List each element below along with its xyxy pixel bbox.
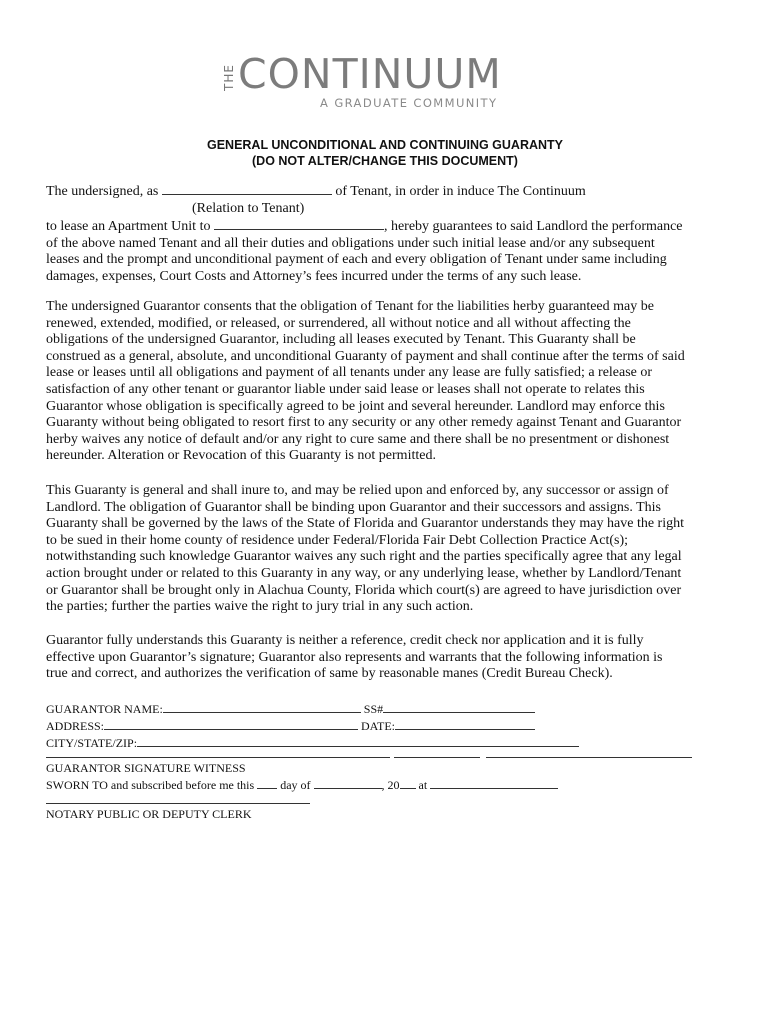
name-ss-row (46, 700, 726, 717)
consent-line: obligations of the undersigned Guarantor, including all leases executed by Tenant. This Guaranty shall be (46, 332, 636, 348)
address-field[interactable] (104, 717, 358, 730)
sworn-day-of: day of (280, 778, 311, 792)
signature-line[interactable] (46, 757, 390, 758)
document-subtitle: (DO NOT ALTER/CHANGE THIS DOCUMENT) (252, 154, 518, 168)
intro-after-blank: of Tenant, in order in induce The Continuum (335, 184, 586, 199)
paragraph-consent (46, 299, 726, 465)
paragraph-verification (46, 633, 726, 683)
notary-signature-line[interactable] (46, 803, 310, 804)
intro-line: damages, expenses, Court Costs and Attorney’s fees incurred under the terms of any such lease. (46, 268, 582, 284)
ss-label: SS# (363, 702, 384, 716)
relation-label: (Relation to Tenant) (192, 200, 305, 216)
relation-blank[interactable] (162, 182, 332, 195)
date-field[interactable] (395, 717, 535, 730)
city-state-zip-label: CITY/STATE/ZIP: (46, 736, 138, 750)
sworn-month-field[interactable] (314, 776, 382, 789)
intro-line: leases and the prompt and unconditional payment of each and every obligation of Tenant under same including (46, 252, 667, 268)
continuum-logo (222, 50, 542, 116)
law-line: notwithstanding such knowledge Guarantor waives any such right and the parties specifically agree that any legal (46, 549, 682, 565)
sworn-year-prefix: , 20 (381, 778, 400, 792)
address-label: ADDRESS: (46, 719, 105, 733)
city-state-zip-field[interactable] (137, 734, 579, 747)
consent-line: Guarantor whose obligation is specifically agreed to be joint and several hereunder. Landlord may enforce this (46, 398, 665, 414)
law-line: action brought under or related to this Guaranty in any way, or any underlying lease, whether by Landlord/Tenant (46, 565, 682, 581)
intro-line2-start: to lease an Apartment Unit to (46, 219, 211, 235)
verification-line: effective upon Guarantor’s signature; Guarantor also represents and warrants that the following information is (46, 649, 663, 665)
intro-line2-end: , hereby guarantees to said Landlord the performance (383, 219, 683, 235)
law-line: the parties; further the parties waive the right to jury trial in any such action. (46, 599, 474, 615)
law-line: or Guarantor shall be brought only in Alachua County, Florida which court(s) are agreed to have jurisdiction over (46, 582, 682, 598)
sworn-day-field[interactable] (257, 776, 277, 789)
intro-line-2 (46, 217, 726, 236)
guarantor-form (46, 700, 726, 751)
ss-field[interactable] (383, 700, 535, 713)
intro-line: of the above named Tenant and all their duties and obligations under such initial lease and/or any subsequent (46, 235, 655, 251)
sworn-at: at (418, 778, 428, 792)
logo-tagline: A GRADUATE COMMUNITY (320, 96, 498, 110)
law-line: Guaranty shall be governed by the laws of the State of Florida and Guarantor understands they may have the right (46, 516, 684, 532)
intro-start: The undersigned, as (46, 184, 159, 199)
logo-name: CONTINUUM (238, 50, 502, 98)
consent-line: The undersigned Guarantor consents that the obligation of Tenant for the liabilities herby guaranteed may be (46, 299, 654, 314)
consent-line: renewed, extended, modified, or released, or surrendered, all without notice and all without affecting the (46, 315, 631, 331)
signature-section (46, 760, 726, 793)
consent-line: satisfaction of any other tenant or guarantor liable under said lease or leases shall not operate to relates this (46, 381, 645, 397)
guarantor-name-label: GUARANTOR NAME: (46, 702, 163, 716)
law-line: Landlord. The obligation of Guarantor shall be binding upon Guarantor and their successors and assigns. This (46, 499, 661, 515)
signature-label: GUARANTOR SIGNATURE WITNESS (46, 761, 246, 775)
sworn-year-field[interactable] (400, 776, 416, 789)
document-title: GENERAL UNCONDITIONAL AND CONTINUING GUARANTY (206, 138, 564, 152)
intro-line-1 (46, 182, 726, 201)
verification-line: Guarantor fully understands this Guaranty is neither a reference, credit check nor application and it is fully (46, 633, 644, 648)
witness-line-2[interactable] (486, 757, 692, 758)
paragraph-governing-law (46, 483, 726, 616)
tenant-name-blank[interactable] (214, 217, 384, 230)
consent-line: construed as a general, absolute, and unconditional Guaranty of payment and shall continue after the terms of said (46, 348, 685, 364)
consent-line: herby waives any notice of default and/or any right to cure same and there shall be no presentment or dishonest (46, 431, 670, 447)
law-line: This Guaranty is general and shall inure to, and may be relied upon and enforced by, any successor or assign of (46, 483, 669, 498)
guarantor-name-field[interactable] (163, 700, 361, 713)
sworn-start: SWORN TO and subscribed before me this (46, 778, 255, 792)
paragraph-intro (46, 182, 726, 286)
sworn-row (46, 776, 726, 793)
notary-section (46, 806, 726, 822)
sworn-location-field[interactable] (430, 776, 558, 789)
law-line: to be sued in their home county of residence under Federal/Florida Fair Debt Collection Practice Act(s); (46, 532, 628, 548)
date-label: DATE: (361, 719, 396, 733)
consent-line: lease or leases until all obligations and payment of all tenants under any lease are fully satisfied; a release or (46, 365, 653, 381)
consent-line: Guaranty without being obligated to resort first to any security or any other remedy against Tenant and Guarantor (46, 415, 682, 431)
notary-label: NOTARY PUBLIC OR DEPUTY CLERK (46, 807, 252, 821)
verification-line: true and correct, and authorizes the verification of same by reasonable manes (Credit Bureau Check). (46, 666, 613, 682)
city-row (46, 734, 726, 751)
logo-prefix: THE (222, 64, 236, 92)
witness-line-1[interactable] (394, 757, 480, 758)
address-date-row (46, 717, 726, 734)
consent-line: hereunder. Alteration or Revocation of this Guaranty is not permitted. (46, 448, 436, 464)
